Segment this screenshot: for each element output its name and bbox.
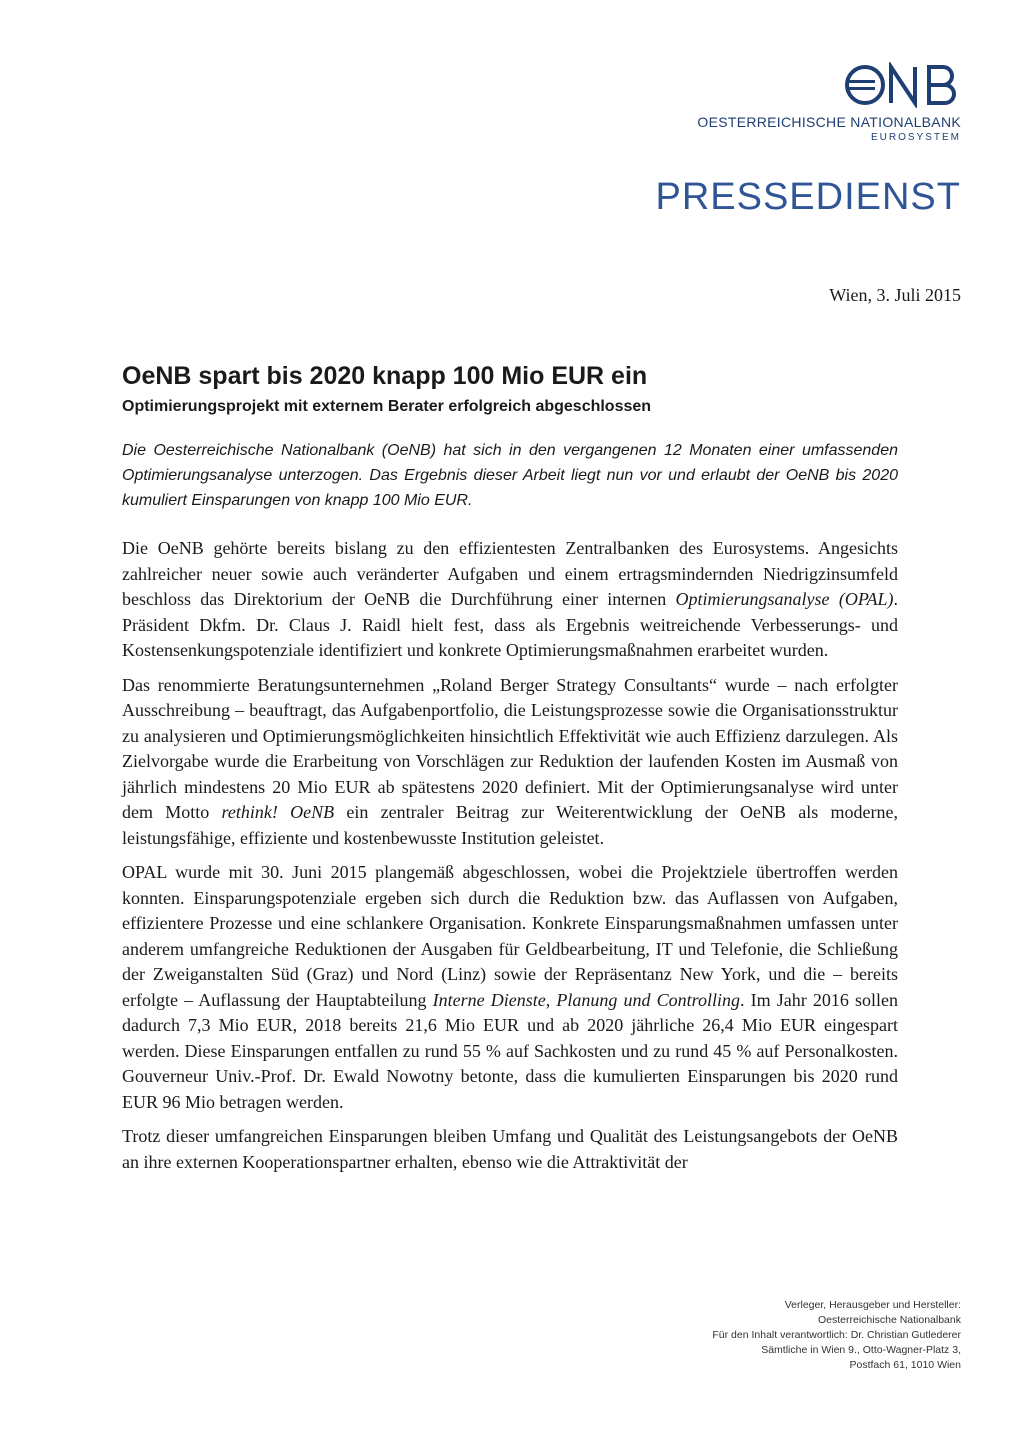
date-line: Wien, 3. Juli 2015 [829,285,961,305]
paragraph: Das renommierte Beratungsunternehmen „Roland Berger Strategy Consultants“ wurde – nach erfolgter Ausschreibung – beauftragt, das Aufgabenportfolio, die Leistungsprozesse sowie die Organisationsstruktur zu analysieren und Optimierungsmöglichkeiten hinsichtlich Effektivität wie auch Effizienz darzulegen. Als Zielvorgabe wurde die Erarbeitung von Vorschlägen zur Reduktion der laufenden Kosten im Ausmaß von jährlich mindestens 20 Mio EUR ab spätestens 2020 definiert. Mit der Optimierungsanalyse wird unter dem Motto rethink! OeNB ein zentraler Beitrag zur Weiterentwicklung der OeNB als moderne, leistungsfähige, effiziente und kostenbewusste Institution geleistet. [122,674,899,848]
bank-name: OESTERREICHISCHE NATIONALBANK [697,114,961,130]
imprint-footer [712,1298,961,1373]
footer-line: Postfach 61, 1010 Wien [849,1359,961,1371]
footer-line: Oesterreichische Nationalbank [818,1314,961,1326]
oenb-logo [697,62,961,143]
footer-line: Für den Inhalt verantwortlich: Dr. Christian Gutlederer [712,1329,961,1341]
article-body [122,360,898,1175]
article-subtitle: Optimierungsprojekt mit externem Berater erfolgreich abgeschlossen [122,398,652,415]
oenb-logo-mark [697,62,961,108]
paragraph: Trotz dieser umfangreichen Einsparungen bleiben Umfang und Qualität des Leistungsangebots der OeNB an ihre externen Kooperationspartner erhalten, ebenso wie die Attraktivität der [122,1126,898,1172]
paragraph: OPAL wurde mit 30. Juni 2015 plangemäß abgeschlossen, wobei die Projektziele übertroffen werden konnten. Einsparungspotenziale ergeben sich durch die Reduktion bzw. das Auflassen von Aufgaben, effizientere Prozesse und eine schlankere Organisation. Konkrete Einsparungsmaßnahmen umfassen unter anderem umfangreiche Reduktionen der Ausgaben für Geldbearbeitung, IT und Telefonie, die Schließung der Zweiganstalten Süd (Graz) und Nord (Linz) sowie der Repräsentanz New York, und die – bereits erfolgte – Auflassung der Hauptabteilung Interne Dienste, Planung und Controlling. Im Jahr 2016 sollen dadurch 7,3 Mio EUR, 2018 bereits 21,6 Mio EUR und ab 2020 jährliche 26,4 Mio EUR eingespart werden. Diese Einsparungen entfallen zu rund 55 % auf Sachkosten und zu rund 45 % auf Personalkosten. Gouverneur Univ.-Prof. Dr. Ewald Nowotny betonte, dass die kumulierten Einsparungen bis 2020 rund EUR 96 Mio betragen werden. [122,862,898,1112]
oenb-logo-icon [843,62,961,108]
article-title: OeNB spart bis 2020 knapp 100 Mio EUR ein [122,362,648,390]
paragraph: Die OeNB gehörte bereits bislang zu den effizientesten Zentralbanken des Eurosystems. Angesichts zahlreicher neuer sowie auch veränderter Aufgaben und einem ertragsmindernden Niedrigzinsumfeld beschloss das Direktorium der OeNB die Durchführung einer internen Optimierungsanalyse (OPAL). Präsident Dkfm. Dr. Claus J. Raidl hielt fest, dass als Ergebnis weitreichende Verbesserungs- und Kostensenkungspotenziale identifiziert und konkrete Optimierungsmaßnahmen erarbeitet wurden. [122,538,898,660]
footer-line: Sämtliche in Wien 9., Otto-Wagner-Platz 3, [761,1344,961,1356]
eurosystem-label: EUROSYSTEM [870,132,961,143]
footer-line: Verleger, Herausgeber und Hersteller: [784,1299,961,1311]
section-heading: PRESSEDIENST [655,176,961,218]
lead-paragraph: Die Oesterreichische Nationalbank (OeNB) hat sich in den vergangenen 12 Monaten einer umfassenden Optimierungsanalyse unterzogen. Das Ergebnis dieser Arbeit liegt nun vor und erlaubt der OeNB bis 2020 kumuliert Einsparungen von knapp 100 Mio EUR. [122,442,898,509]
